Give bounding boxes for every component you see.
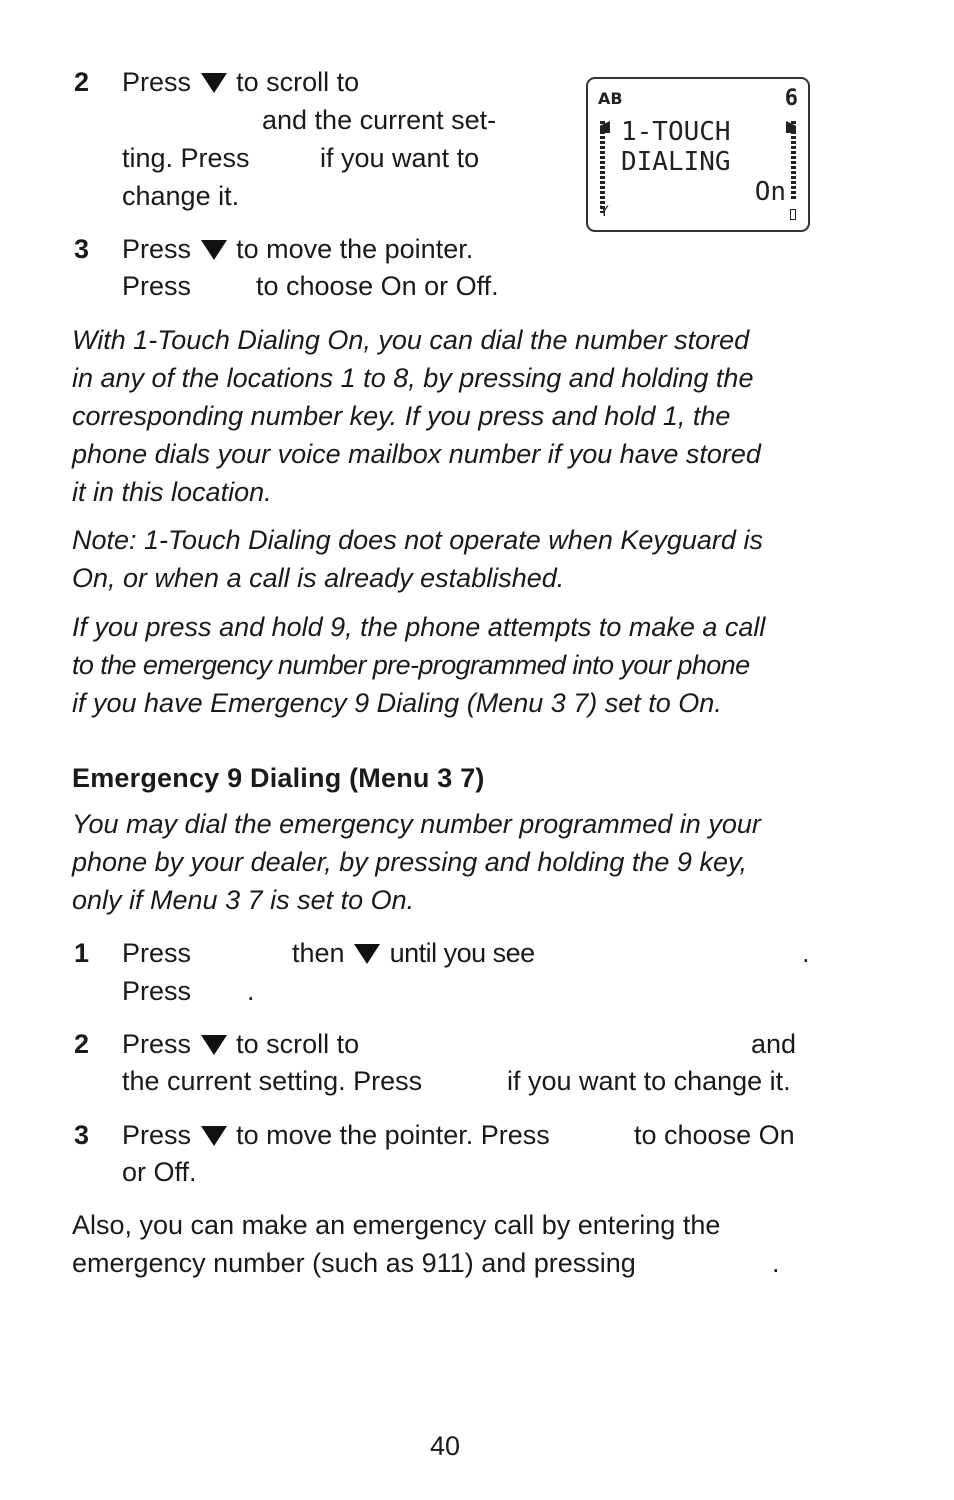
display-indicator: AB <box>598 89 623 108</box>
display-line-1: 1-TOUCH <box>621 117 731 147</box>
step-text-part: to scroll to <box>236 67 360 97</box>
body-line: You may dial the emergency number programmed in your <box>72 809 761 839</box>
step-text: Press <box>122 976 192 1006</box>
step-text-part: Press <box>122 1029 192 1059</box>
body-line: in any of the locations 1 to 8, by pressing and holding the <box>72 363 754 393</box>
step-text <box>292 937 535 969</box>
display-line-2: DIALING <box>621 147 731 177</box>
note-line: On, or when a call is already established. <box>72 563 565 593</box>
step-text-part: Press <box>122 1120 192 1150</box>
display-value: On <box>754 177 786 207</box>
step-text-part: to move the pointer. <box>236 234 474 264</box>
body-line: phone by your dealer, by pressing and holding the 9 key, <box>72 847 747 877</box>
step-text <box>122 1119 550 1151</box>
body-line: With 1-Touch Dialing On, you can dial the number stored <box>72 325 750 355</box>
down-arrow-icon <box>201 240 227 260</box>
body-line: if you have Emergency 9 Dialing (Menu 3 7) set to On. <box>72 688 722 718</box>
step-text: to choose On <box>634 1120 795 1150</box>
step-text <box>122 1028 359 1060</box>
step-text <box>122 66 359 98</box>
step-number: 3 <box>74 234 90 264</box>
note-line: Note: 1-Touch Dialing does not operate when Keyguard is <box>72 525 763 555</box>
step-text: ting. Press <box>122 143 250 173</box>
step-text: Press <box>122 271 192 301</box>
step-text: . <box>802 938 810 968</box>
body-line: If you press and hold 9, the phone attempts to make a call <box>72 612 766 642</box>
battery-bar-icon <box>791 121 796 199</box>
step-text <box>122 233 473 265</box>
down-arrow-icon <box>354 944 380 964</box>
step-text: if you want to <box>320 143 480 173</box>
step-text-part: Press <box>122 234 192 264</box>
body-line: corresponding number key. If you press and hold 1, the <box>72 401 731 431</box>
step-number: 1 <box>74 938 90 968</box>
antenna-icon: Y <box>600 204 609 220</box>
step-text: . <box>247 976 255 1006</box>
body-line: Also, you can make an emergency call by entering the <box>72 1210 721 1240</box>
body-line: phone dials your voice mailbox number if you have stored <box>72 439 761 469</box>
down-arrow-icon <box>201 1035 227 1055</box>
step-text: or Off. <box>122 1157 197 1187</box>
step-text: Press <box>122 938 192 968</box>
step-number: 3 <box>74 1120 90 1150</box>
step-text: if you want to change it. <box>507 1066 791 1096</box>
step-text-part: then <box>292 938 345 968</box>
step-text: the current setting. Press <box>122 1066 423 1096</box>
body-line: . <box>772 1248 780 1278</box>
step-text-part: until you see <box>389 938 535 968</box>
step-text: to choose On or Off. <box>256 271 499 301</box>
body-line: it in this location. <box>72 477 272 507</box>
section-heading: Emergency 9 Dialing (Menu 3 7) <box>72 763 485 793</box>
battery-icon <box>790 209 796 220</box>
body-line: to the emergency number pre-programmed into your phone <box>72 650 750 680</box>
display-menu-number: 6 <box>784 86 798 111</box>
signal-bar-icon <box>600 121 605 213</box>
body-line: only if Menu 3 7 is set to On. <box>72 885 415 915</box>
step-text-part: to move the pointer. Press <box>236 1120 550 1150</box>
step-text-part: Press <box>122 67 192 97</box>
step-text-part: to scroll to <box>236 1029 360 1059</box>
down-arrow-icon <box>201 1126 227 1146</box>
step-number: 2 <box>74 67 90 97</box>
step-text: and the current set- <box>262 105 497 135</box>
down-arrow-icon <box>201 73 227 93</box>
body-line: emergency number (such as 911) and pressing <box>72 1248 636 1278</box>
phone-display <box>586 77 810 232</box>
step-text: change it. <box>122 181 240 211</box>
page-number: 40 <box>429 1431 461 1461</box>
step-text: and <box>751 1029 797 1059</box>
step-number: 2 <box>74 1029 90 1059</box>
